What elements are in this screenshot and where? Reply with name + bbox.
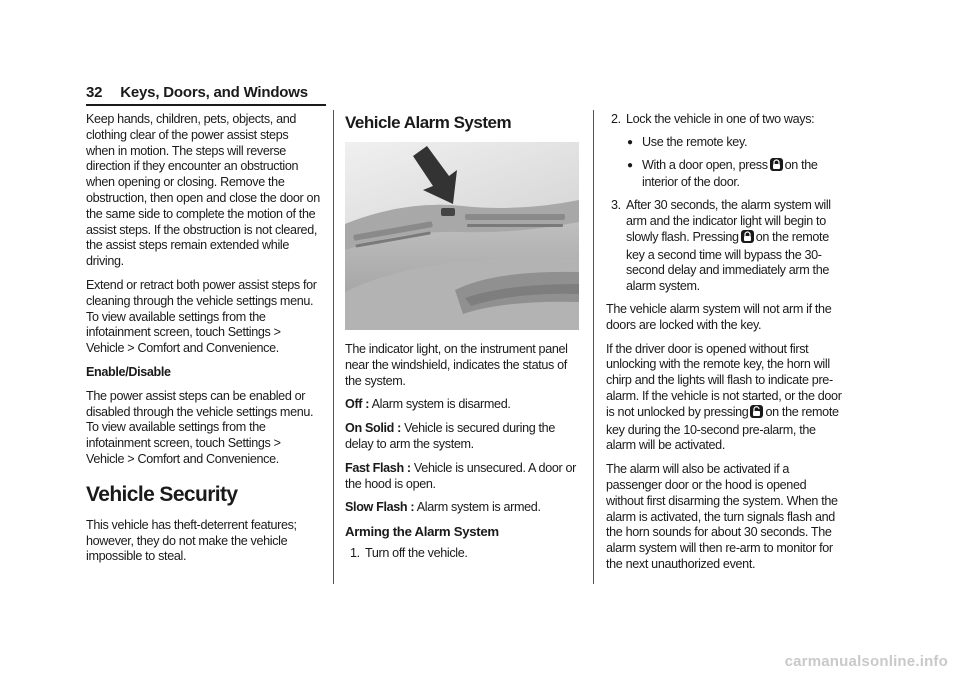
bullet-door-open: ● With a door open, press on the interior of the door.: [627, 157, 818, 190]
state-off: Off : Alarm system is disarmed.: [345, 397, 511, 412]
lock-icon: [770, 158, 783, 176]
column-divider: [593, 110, 594, 584]
vehicle-alarm-heading: Vehicle Alarm System: [345, 113, 512, 132]
indicator-light: [441, 208, 455, 216]
step-2: 2. Lock the vehicle in one of two ways:: [611, 112, 815, 126]
pre-alarm-paragraph: If the driver door is opened without first unlocking with the remote key, the horn will chirp and the lights will flash to indicate pre-alarm. If the vehicle is not started, or the door is not unlocked by pressing on the remote key during the 10-second pre-alarm, the alarm will be activated.: [606, 341, 842, 453]
arming-heading: Arming the Alarm System: [345, 524, 499, 540]
unlock-icon: [750, 405, 763, 423]
steps-warning-paragraph: Keep hands, children, pets, objects, and clothing clear of the power assist steps when in motion. The steps will reverse direction if they encounter an obstruction when opening or closing. Remove the obstruction, then open and close the door on the same side to complete the motion of the assist steps. If the obstruction is not cleared, the assist steps remain extended while driving.: [86, 112, 320, 269]
step-1: 1. Turn off the vehicle.: [350, 546, 468, 561]
column-divider: [333, 110, 334, 584]
vehicle-security-heading: Vehicle Security: [86, 482, 238, 506]
indicator-paragraph: The indicator light, on the instrument panel near the windshield, indicates the status of the system.: [345, 342, 568, 388]
column-2: [345, 112, 579, 569]
section-title: Keys, Doors, and Windows: [120, 84, 308, 101]
state-fast-flash: Fast Flash : Vehicle is unsecured. A door or the hood is open.: [345, 460, 577, 491]
page-header: [86, 84, 910, 104]
step-3: 3. After 30 seconds, the alarm system will arm and the indicator light will begin to slowly flash. Pressing on the remote key a second time will bypass the 30-second delay and immediately arm the alarm system.: [611, 198, 831, 294]
state-on-solid: On Solid : Vehicle is secured during the delay to arm the system.: [345, 421, 555, 451]
enable-disable-heading: Enable/Disable: [86, 364, 171, 379]
steps-cleaning-paragraph: Extend or retract both power assist steps for cleaning through the vehicle settings menu. To view available settings from the infotainment screen, touch Settings > Vehicle > Comfort and Convenience.: [86, 277, 317, 356]
enable-disable-paragraph: The power assist steps can be enabled or disabled through the vehicle settings menu. To view available settings from the infotainment screen, touch Settings > Vehicle > Comfort and Convenience.: [86, 388, 314, 466]
vehicle-security-paragraph: This vehicle has theft-deterrent features; however, they do not make the vehicle impossible to steal.: [86, 517, 297, 564]
page-number: 32: [86, 84, 103, 101]
bullet-remote-key: ● Use the remote key.: [627, 134, 748, 149]
header-rule: [86, 104, 326, 106]
lock-icon: [741, 230, 754, 248]
key-lock-paragraph: The vehicle alarm system will not arm if the doors are locked with the key.: [606, 301, 832, 332]
state-slow-flash: Slow Flash : Alarm system is armed.: [345, 500, 541, 515]
alarm-activation-paragraph: The alarm will also be activated if a passenger door or the hood is opened without first disarming the system. When the alarm is activated, the turn signals flash and the horn sounds for about 30 seconds. The alarm system will then re-arm to monitor for the next unauthorized event.: [606, 462, 838, 571]
security-indicator-illustration: [345, 142, 579, 330]
watermark: carmanualsonline.info: [784, 653, 948, 670]
column-3: [606, 112, 846, 581]
column-1: [86, 112, 320, 573]
